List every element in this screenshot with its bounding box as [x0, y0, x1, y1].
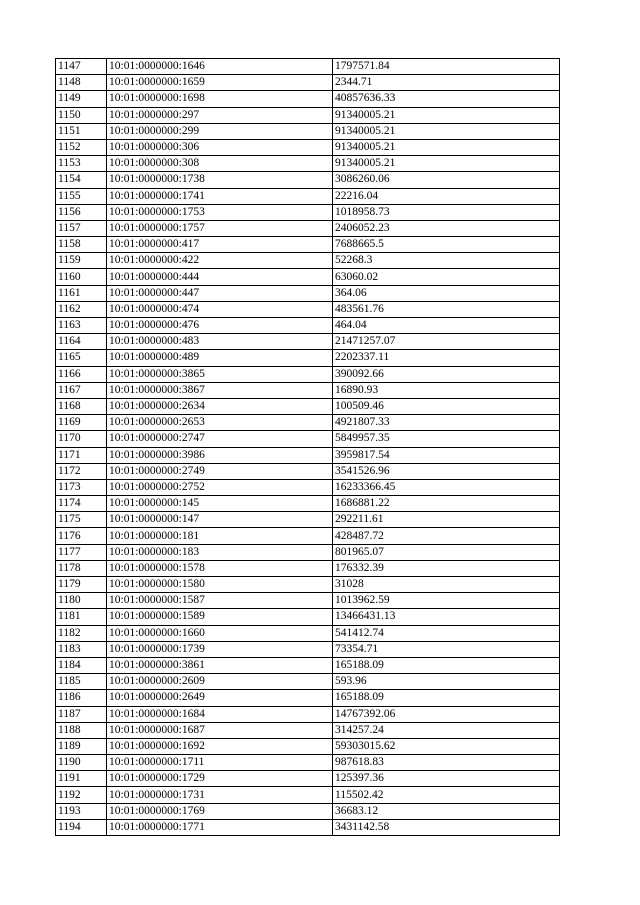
value-cell: 21471257.07 — [333, 334, 560, 350]
table-row — [56, 431, 560, 447]
row-number-cell: 1177 — [56, 544, 107, 560]
table-row — [56, 237, 560, 253]
row-number-cell: 1174 — [56, 496, 107, 512]
row-number-cell: 1173 — [56, 479, 107, 495]
table-row — [56, 463, 560, 479]
cadastral-number-cell: 10:01:0000000:1753 — [107, 204, 333, 220]
cadastral-number-cell: 10:01:0000000:306 — [107, 139, 333, 155]
row-number-cell: 1151 — [56, 123, 107, 139]
value-cell: 987618.83 — [333, 755, 560, 771]
table-row — [56, 91, 560, 107]
value-cell: 63060.02 — [333, 269, 560, 285]
row-number-cell: 1178 — [56, 560, 107, 576]
value-cell: 801965.07 — [333, 544, 560, 560]
value-cell: 593.96 — [333, 674, 560, 690]
row-number-cell: 1168 — [56, 398, 107, 414]
cadastral-number-cell: 10:01:0000000:1684 — [107, 706, 333, 722]
table-row — [56, 512, 560, 528]
table-row — [56, 577, 560, 593]
value-cell: 364.06 — [333, 285, 560, 301]
table-row — [56, 738, 560, 754]
row-number-cell: 1175 — [56, 512, 107, 528]
value-cell: 176332.39 — [333, 560, 560, 576]
cadastral-number-cell: 10:01:0000000:1729 — [107, 771, 333, 787]
table-row — [56, 479, 560, 495]
value-cell: 125397.36 — [333, 771, 560, 787]
row-number-cell: 1190 — [56, 755, 107, 771]
table-row — [56, 204, 560, 220]
row-number-cell: 1152 — [56, 139, 107, 155]
value-cell: 390092.66 — [333, 366, 560, 382]
cadastral-number-cell: 10:01:0000000:1660 — [107, 625, 333, 641]
cadastral-number-cell: 10:01:0000000:1731 — [107, 787, 333, 803]
cadastral-number-cell: 10:01:0000000:2749 — [107, 463, 333, 479]
cadastral-number-cell: 10:01:0000000:1698 — [107, 91, 333, 107]
row-number-cell: 1180 — [56, 593, 107, 609]
row-number-cell: 1194 — [56, 819, 107, 835]
row-number-cell: 1187 — [56, 706, 107, 722]
row-number-cell: 1163 — [56, 318, 107, 334]
cadastral-number-cell: 10:01:0000000:181 — [107, 528, 333, 544]
row-number-cell: 1164 — [56, 334, 107, 350]
row-number-cell: 1185 — [56, 674, 107, 690]
row-number-cell: 1157 — [56, 220, 107, 236]
table-row — [56, 301, 560, 317]
row-number-cell: 1159 — [56, 253, 107, 269]
value-cell: 16890.93 — [333, 382, 560, 398]
cadastral-number-cell: 10:01:0000000:147 — [107, 512, 333, 528]
value-cell: 2406052.23 — [333, 220, 560, 236]
value-cell: 14767392.06 — [333, 706, 560, 722]
table-row — [56, 560, 560, 576]
value-cell: 3959817.54 — [333, 447, 560, 463]
row-number-cell: 1165 — [56, 350, 107, 366]
cadastral-number-cell: 10:01:0000000:1589 — [107, 609, 333, 625]
table-row — [56, 398, 560, 414]
value-cell: 91340005.21 — [333, 123, 560, 139]
table-row — [56, 674, 560, 690]
row-number-cell: 1160 — [56, 269, 107, 285]
value-cell: 4921807.33 — [333, 415, 560, 431]
value-cell: 165188.09 — [333, 657, 560, 673]
value-cell: 3086260.06 — [333, 172, 560, 188]
row-number-cell: 1179 — [56, 577, 107, 593]
value-cell: 428487.72 — [333, 528, 560, 544]
table-row — [56, 123, 560, 139]
cadastral-number-cell: 10:01:0000000:1659 — [107, 75, 333, 91]
table-row — [56, 609, 560, 625]
table-row — [56, 771, 560, 787]
value-cell: 7688665.5 — [333, 237, 560, 253]
cadastral-number-cell: 10:01:0000000:1646 — [107, 59, 333, 75]
row-number-cell: 1193 — [56, 803, 107, 819]
value-cell: 52268.3 — [333, 253, 560, 269]
table-row — [56, 706, 560, 722]
value-cell: 16233366.45 — [333, 479, 560, 495]
cadastral-number-cell: 10:01:0000000:1757 — [107, 220, 333, 236]
table-row — [56, 382, 560, 398]
row-number-cell: 1156 — [56, 204, 107, 220]
table-row — [56, 496, 560, 512]
cadastral-number-cell: 10:01:0000000:444 — [107, 269, 333, 285]
table-row — [56, 75, 560, 91]
row-number-cell: 1154 — [56, 172, 107, 188]
row-number-cell: 1153 — [56, 156, 107, 172]
row-number-cell: 1166 — [56, 366, 107, 382]
value-cell: 314257.24 — [333, 722, 560, 738]
cadastral-number-cell: 10:01:0000000:1687 — [107, 722, 333, 738]
value-cell: 40857636.33 — [333, 91, 560, 107]
table-body — [56, 59, 560, 836]
cadastral-number-cell: 10:01:0000000:489 — [107, 350, 333, 366]
cadastral-number-cell: 10:01:0000000:422 — [107, 253, 333, 269]
row-number-cell: 1147 — [56, 59, 107, 75]
table-row — [56, 690, 560, 706]
cadastral-number-cell: 10:01:0000000:1578 — [107, 560, 333, 576]
row-number-cell: 1161 — [56, 285, 107, 301]
table-row — [56, 447, 560, 463]
table-row — [56, 755, 560, 771]
cadastral-number-cell: 10:01:0000000:299 — [107, 123, 333, 139]
value-cell: 3541526.96 — [333, 463, 560, 479]
cadastral-number-cell: 10:01:0000000:2752 — [107, 479, 333, 495]
table-row — [56, 59, 560, 75]
cadastral-number-cell: 10:01:0000000:183 — [107, 544, 333, 560]
table-row — [56, 253, 560, 269]
table-row — [56, 593, 560, 609]
row-number-cell: 1167 — [56, 382, 107, 398]
table-row — [56, 172, 560, 188]
cadastral-number-cell: 10:01:0000000:2649 — [107, 690, 333, 706]
cadastral-number-cell: 10:01:0000000:483 — [107, 334, 333, 350]
row-number-cell: 1186 — [56, 690, 107, 706]
value-cell: 91340005.21 — [333, 107, 560, 123]
cadastral-number-cell: 10:01:0000000:308 — [107, 156, 333, 172]
value-cell: 292211.61 — [333, 512, 560, 528]
cadastral-number-cell: 10:01:0000000:2747 — [107, 431, 333, 447]
table-row — [56, 318, 560, 334]
row-number-cell: 1176 — [56, 528, 107, 544]
table-row — [56, 139, 560, 155]
table-row — [56, 188, 560, 204]
cadastral-number-cell: 10:01:0000000:1711 — [107, 755, 333, 771]
cadastral-number-cell: 10:01:0000000:1580 — [107, 577, 333, 593]
table-row — [56, 220, 560, 236]
cadastral-number-cell: 10:01:0000000:1692 — [107, 738, 333, 754]
value-cell: 483561.76 — [333, 301, 560, 317]
cadastral-number-cell: 10:01:0000000:2653 — [107, 415, 333, 431]
row-number-cell: 1184 — [56, 657, 107, 673]
value-cell: 22216.04 — [333, 188, 560, 204]
cadastral-number-cell: 10:01:0000000:145 — [107, 496, 333, 512]
value-cell: 1686881.22 — [333, 496, 560, 512]
value-cell: 5849957.35 — [333, 431, 560, 447]
table-row — [56, 625, 560, 641]
cadastral-number-cell: 10:01:0000000:476 — [107, 318, 333, 334]
cadastral-number-cell: 10:01:0000000:297 — [107, 107, 333, 123]
table-row — [56, 657, 560, 673]
row-number-cell: 1169 — [56, 415, 107, 431]
cadastral-number-cell: 10:01:0000000:2634 — [107, 398, 333, 414]
table-row — [56, 156, 560, 172]
table-row — [56, 528, 560, 544]
table-row — [56, 722, 560, 738]
table-row — [56, 819, 560, 835]
table-row — [56, 787, 560, 803]
value-cell: 1013962.59 — [333, 593, 560, 609]
table-row — [56, 544, 560, 560]
value-cell: 91340005.21 — [333, 139, 560, 155]
value-cell: 1797571.84 — [333, 59, 560, 75]
value-cell: 1018958.73 — [333, 204, 560, 220]
row-number-cell: 1183 — [56, 641, 107, 657]
value-cell: 3431142.58 — [333, 819, 560, 835]
cadastral-number-cell: 10:01:0000000:1769 — [107, 803, 333, 819]
cadastral-number-cell: 10:01:0000000:1741 — [107, 188, 333, 204]
row-number-cell: 1181 — [56, 609, 107, 625]
cadastral-number-cell: 10:01:0000000:1739 — [107, 641, 333, 657]
value-cell: 31028 — [333, 577, 560, 593]
row-number-cell: 1171 — [56, 447, 107, 463]
cadastral-number-cell: 10:01:0000000:474 — [107, 301, 333, 317]
row-number-cell: 1191 — [56, 771, 107, 787]
row-number-cell: 1170 — [56, 431, 107, 447]
value-cell: 464.04 — [333, 318, 560, 334]
row-number-cell: 1148 — [56, 75, 107, 91]
cadastral-number-cell: 10:01:0000000:3865 — [107, 366, 333, 382]
value-cell: 100509.46 — [333, 398, 560, 414]
cadastral-number-cell: 10:01:0000000:1771 — [107, 819, 333, 835]
table-row — [56, 366, 560, 382]
value-cell: 165188.09 — [333, 690, 560, 706]
table-row — [56, 641, 560, 657]
table-row — [56, 285, 560, 301]
row-number-cell: 1149 — [56, 91, 107, 107]
value-cell: 2202337.11 — [333, 350, 560, 366]
value-cell: 91340005.21 — [333, 156, 560, 172]
table-row — [56, 415, 560, 431]
value-cell: 59303015.62 — [333, 738, 560, 754]
table-row — [56, 107, 560, 123]
cadastral-number-cell: 10:01:0000000:3861 — [107, 657, 333, 673]
row-number-cell: 1162 — [56, 301, 107, 317]
row-number-cell: 1189 — [56, 738, 107, 754]
row-number-cell: 1158 — [56, 237, 107, 253]
cadastral-number-cell: 10:01:0000000:417 — [107, 237, 333, 253]
cadastral-number-cell: 10:01:0000000:3986 — [107, 447, 333, 463]
cadastral-number-cell: 10:01:0000000:447 — [107, 285, 333, 301]
cadastral-number-cell: 10:01:0000000:1738 — [107, 172, 333, 188]
value-cell: 2344.71 — [333, 75, 560, 91]
row-number-cell: 1172 — [56, 463, 107, 479]
cadastral-number-cell: 10:01:0000000:1587 — [107, 593, 333, 609]
cadastral-number-cell: 10:01:0000000:2609 — [107, 674, 333, 690]
data-table — [55, 58, 560, 836]
value-cell: 13466431.13 — [333, 609, 560, 625]
cadastral-number-cell: 10:01:0000000:3867 — [107, 382, 333, 398]
table-row — [56, 269, 560, 285]
row-number-cell: 1188 — [56, 722, 107, 738]
table-row — [56, 803, 560, 819]
row-number-cell: 1182 — [56, 625, 107, 641]
table-row — [56, 334, 560, 350]
value-cell: 541412.74 — [333, 625, 560, 641]
value-cell: 115502.42 — [333, 787, 560, 803]
row-number-cell: 1192 — [56, 787, 107, 803]
table-row — [56, 350, 560, 366]
row-number-cell: 1150 — [56, 107, 107, 123]
value-cell: 36683.12 — [333, 803, 560, 819]
value-cell: 73354.71 — [333, 641, 560, 657]
row-number-cell: 1155 — [56, 188, 107, 204]
